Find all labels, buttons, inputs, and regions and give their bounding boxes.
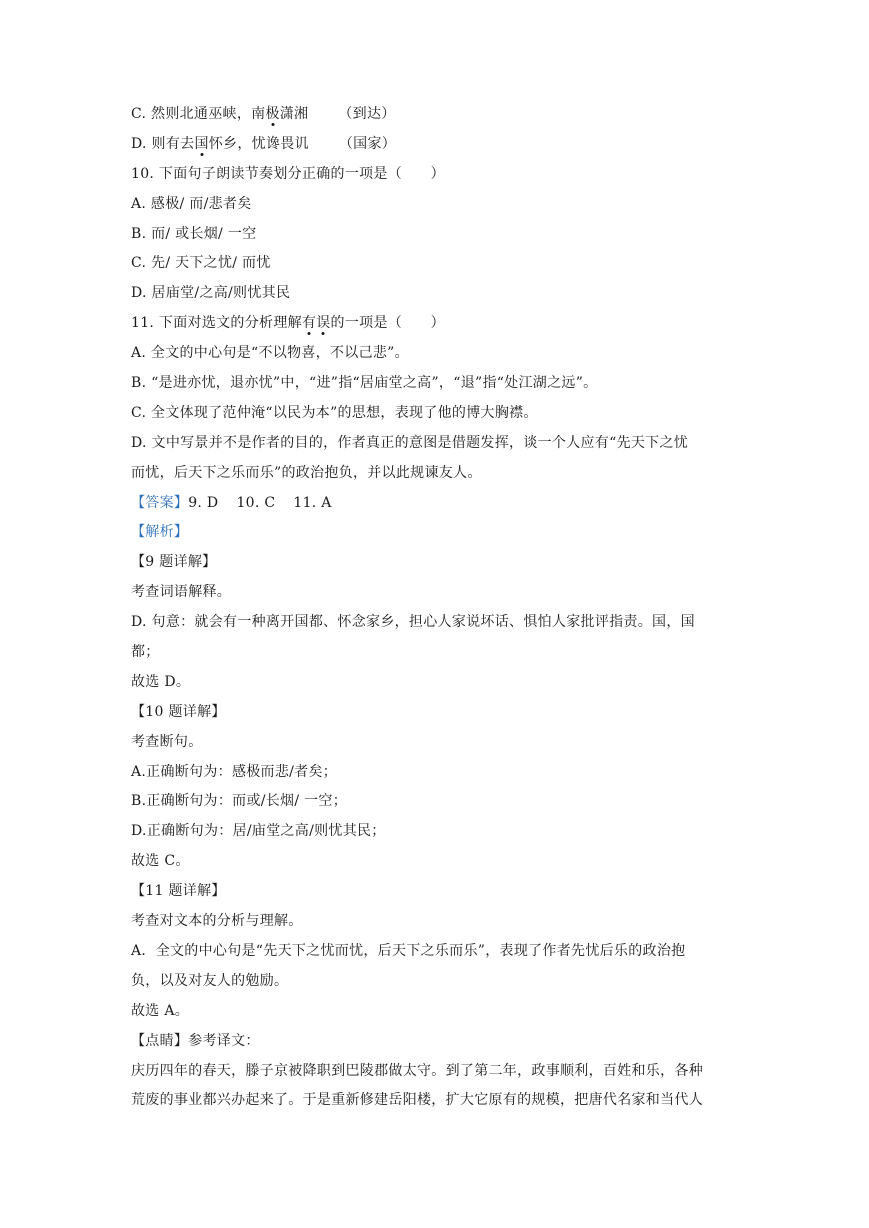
detail-10-text: B.正确断句为：而或/长烟/ 一空； (131, 793, 348, 810)
detail-9-text: 故选 D。 (131, 673, 191, 690)
answer-tag: 【答案】 (131, 494, 189, 511)
q9-option-d: D. 则有去国怀乡，忧谗畏讥 （国家） (131, 130, 743, 160)
q11-option: A. 全文的中心句是“不以物喜，不以己悲”。 (131, 345, 409, 362)
gloss-note: （国家） (338, 135, 397, 152)
detail-10-text: 考查断句。 (131, 733, 203, 750)
document-page (131, 100, 743, 1116)
q11-option: D. 文中写景并不是作者的目的，作者真正的意图是借题发挥，谈一个人应有“先天下之忧 (131, 434, 689, 451)
translation-text: 荒废的事业都兴办起来了。于是重新修建岳阳楼，扩大它原有的规模，把唐代名家和当代人 (131, 1092, 703, 1109)
translation-text: 庆历四年的春天，滕子京被降职到巴陵郡做太守。到了第二年，政事顺利，百姓和乐，各种 (131, 1062, 703, 1079)
q10-option: B. 而/ 或长烟/ 一空 (131, 225, 257, 242)
analysis-tag: 【解析】 (131, 524, 189, 541)
emphasis-dot: 极 (265, 106, 280, 122)
detail-9-text: D. 句意：就会有一种离开国都、怀念家乡，担心人家说坏话、惧怕人家批评指责。国，国 (131, 614, 695, 631)
emphasis-dot: 国 (194, 135, 209, 152)
q11-option: C. 全文体现了范仲淹“以民为本”的思想，表现了他的博大胸襟。 (131, 404, 538, 421)
detail-10-title: 【10 题详解】 (131, 703, 226, 720)
detail-11-title: 【11 题详解】 (131, 883, 226, 900)
detail-11-text: A．全文的中心句是“先天下之忧而忧，后天下之乐而乐”，表现了作者先忧后乐的政治抱 (131, 942, 686, 959)
detail-9-text: 都； (131, 644, 160, 661)
q11-stem: 11. 下面对选文的分析理解有误的一项是（ ） (131, 315, 445, 332)
q11-option: 而忧，后天下之乐而乐”的政治抱负，并以此规谏友人。 (131, 464, 482, 481)
q10-option: C. 先/ 天下之忧/ 而忧 (131, 255, 271, 272)
emphasis-dot: 有 (301, 315, 317, 332)
detail-9-text: 考查词语解释。 (131, 584, 232, 601)
detail-11-text: 故选 A。 (131, 1002, 190, 1019)
dianjing-title: 【点睛】参考译文： (131, 1032, 260, 1049)
detail-11-text: 考查对文本的分析与理解。 (131, 913, 303, 930)
detail-9-title: 【9 题详解】 (131, 554, 217, 571)
q9-option-c: C. 然则北通巫峡，南极潇湘 （到达） (131, 100, 743, 130)
detail-10-text: 故选 C。 (131, 853, 190, 870)
emphasis-dot: 误 (316, 315, 331, 332)
gloss-note: （到达） (338, 106, 396, 122)
answer-line (131, 489, 743, 519)
detail-10-text: D.正确断句为：居/庙堂之高/则忧其民； (131, 823, 386, 840)
detail-11-text: 负，以及对友人的勉励。 (131, 972, 289, 989)
answer-11: 11. A (293, 494, 332, 511)
q10-stem: 10. 下面句子朗读节奏划分正确的一项是（ ） (131, 165, 445, 182)
q11-option: B. “是进亦忧，退亦忧”中，“进”指“居庙堂之高”，“退”指“处江湖之远”。 (131, 375, 598, 392)
detail-10-text: A.正确断句为：感极而悲/者矣； (131, 763, 338, 780)
answer-9: 9. D (188, 494, 219, 511)
answer-10: 10. C (236, 494, 276, 511)
q10-option: A. 感极/ 而/悲者矣 (131, 195, 252, 212)
q10-option: D. 居庙堂/之高/则忧其民 (131, 285, 291, 302)
